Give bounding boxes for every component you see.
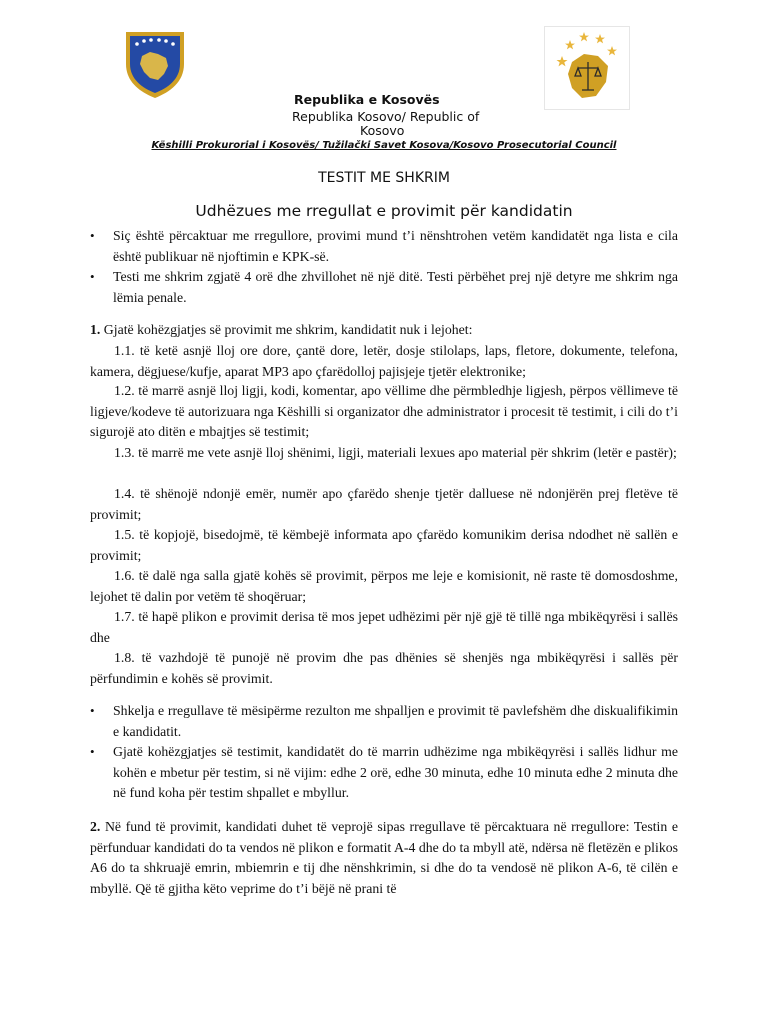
header-country-sr-en-line2: Kosovo (360, 123, 405, 138)
rule-item: 1.7. të hapë plikon e provimit derisa të mos jepet udhëzimi për një gjë të tillë nga mbikëqyrësi i sallës dhe (90, 609, 678, 645)
council-name: Këshilli Prokurorial i Kosovës/ Tužilački Savet Kosova/Kosovo Prosecutorial Council (151, 140, 617, 151)
section-2-text (90, 817, 678, 899)
rule-item: 1.6. të dalë nga salla gjatë kohës së provimit, përpos me leje e komisionit, në raste të domosdoshme, lejohet të dalin por vetëm të shoqëruar; (90, 568, 678, 604)
section-1-intro (90, 320, 678, 341)
test-title: TESTIT ME SHKRIM (318, 170, 450, 186)
rule-item: 1.2. të marrë asnjë lloj ligji, kodi, komentar, apo vëllime dhe përmbledhje ligjesh, përpos vëllimeve të ligjeve/kodeve të autorizuara nga Këshilli si organizator dhe administrator i procesit të testimit, i cili do t’i sigurojë ato ditën e mbajtjes së testimit; (90, 383, 678, 439)
rule-item: 1.1. të ketë asnjë lloj ore dore, çantë dore, letër, dosje stilolaps, laps, fletore, dokumente, telefona, kamera, dëgjuese/kufje, aparat MP3 apo çfarëdolloj pajisjeje tjetër elektronike; (90, 343, 678, 379)
section-2-body: Në fund të provimit, kandidati duhet të veprojë sipas rregullave të përcaktuara në rregullore: Testin e përfunduar kandidati do ta vendos në plikon e formatit A-4 dhe do ta mbyll atë, ndërsa në fletëzën e plikos A6 do ta shkruajë emrin, mbiemrin e tij dhe nënshkrimin, si dhe do ta vendosë në plikon A-6, të cilën e mbyllë. Që të gjitha këto veprime do t’i bëjë në prani të (90, 819, 678, 896)
kpk-emblem-icon (544, 26, 630, 110)
bullet-icon: • (90, 269, 95, 284)
section-1-number: 1. (90, 322, 101, 337)
header-country-sr-en: Republika Kosovo/ Republic of (292, 109, 480, 124)
bullet-icon: • (90, 744, 95, 759)
list-item: Siç është përcaktuar me rregullore, provimi mund t’i nënshtrohen vetëm kandidatët nga lista e cila është publikuar në njoftimin e KPK-së. (113, 228, 678, 264)
bullet-icon: • (90, 703, 95, 718)
bullet-icon: • (90, 228, 95, 243)
list-item: Shkelja e rregullave të mësipërme rezulton me shpalljen e provimit të pavlefshëm dhe diskualifikimin e kandidatit. (113, 703, 678, 739)
rule-item: 1.4. të shënojë ndonjë emër, numër apo çfarëdo shenje tjetër dalluese në ndonjërën prej fletëve të provimit; (90, 486, 678, 522)
kosovo-coat-of-arms-icon (122, 28, 188, 100)
section-2-number: 2. (90, 819, 101, 834)
guide-title: Udhëzues me rregullat e provimit për kandidatin (195, 202, 573, 220)
list-item: Gjatë kohëzgjatjes së testimit, kandidatët do të marrin udhëzime nga mbikëqyrësi i sallës lidhur me kohën e mbetur për testim, si në vijim: edhe 2 orë, edhe 30 minuta, edhe 10 minuta edhe 2 minuta dhe në fund koha për testim shpallet e mbyllur. (113, 744, 678, 800)
rule-item: 1.8. të vazhdojë të punojë në provim dhe pas dhënies së shenjës nga mbikëqyrësi i sallës për përfundimin e kohës së provimit. (90, 650, 678, 686)
rule-item: 1.3. të marrë me vete asnjë lloj shënimi, ligji, materiali lexues apo material për shkrim (letër e pastër); (114, 445, 677, 460)
header-country-sq: Republika e Kosovës (294, 92, 440, 107)
list-item: Testi me shkrim zgjatë 4 orë dhe zhvillohet në një ditë. Testi përbëhet prej një detyre me shkrim nga lëmia penale. (113, 269, 678, 305)
rule-item: 1.5. të kopjojë, bisedojmë, të këmbejë informata apo çfarëdo komunikim derisa ndodhet në sallën e provimit; (90, 527, 678, 563)
section-1-intro-text: Gjatë kohëzgjatjes së provimit me shkrim, kandidatit nuk i lejohet: (100, 322, 473, 337)
